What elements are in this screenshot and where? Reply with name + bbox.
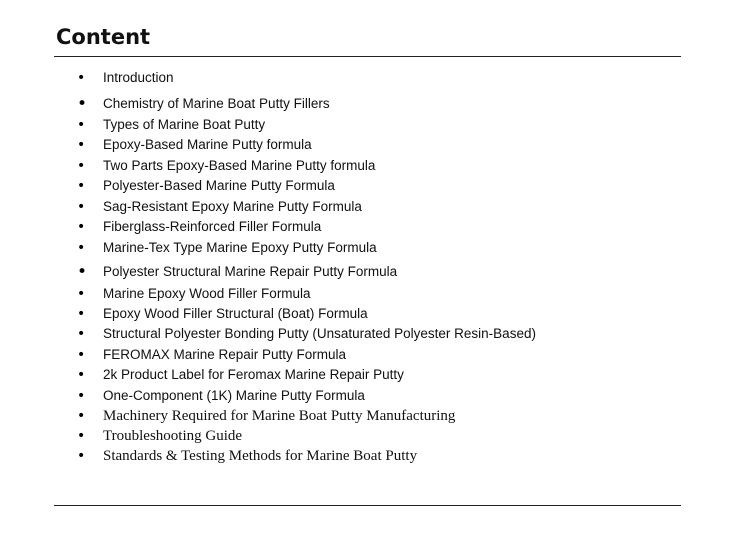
page-title: Content: [56, 25, 151, 49]
bullet-icon: •: [77, 367, 86, 383]
list-item: [77, 304, 368, 324]
list-item: [77, 345, 346, 365]
list-item: [77, 262, 397, 282]
list-item: [77, 68, 174, 88]
list-item-label: Machinery Required for Marine Boat Putty Manufacturing: [103, 408, 456, 424]
list-item: [77, 324, 536, 344]
list-item-label: Standards & Testing Methods for Marine Boat Putty: [103, 448, 418, 464]
list-item-label: Polyester-Based Marine Putty Formula: [103, 178, 335, 193]
list-item: [77, 115, 265, 135]
list-item-label: Sag-Resistant Epoxy Marine Putty Formula: [103, 199, 362, 214]
bullet-icon: •: [77, 178, 86, 194]
list-item-label: Introduction: [103, 70, 174, 85]
list-item: [77, 284, 311, 304]
list-item: [77, 386, 365, 406]
list-item: [77, 94, 330, 114]
list-item-label: Types of Marine Boat Putty: [103, 117, 266, 132]
bullet-icon: •: [77, 448, 86, 464]
list-item-label: Epoxy-Based Marine Putty formula: [103, 137, 312, 152]
list-item-label: Troubleshooting Guide: [103, 428, 243, 444]
list-item-label: Two Parts Epoxy-Based Marine Putty formula: [103, 158, 376, 173]
bullet-icon: •: [77, 388, 86, 404]
bullet-icon: •: [77, 70, 86, 86]
bullet-icon: •: [77, 219, 86, 235]
list-item: [77, 156, 375, 176]
bullet-icon: •: [77, 199, 86, 215]
bullet-icon: •: [77, 158, 86, 174]
bullet-icon: •: [77, 326, 86, 342]
list-item: [77, 406, 455, 426]
list-item-label: FEROMAX Marine Repair Putty Formula: [103, 347, 347, 362]
list-item-label: Chemistry of Marine Boat Putty Fillers: [103, 96, 330, 111]
bullet-icon: •: [77, 117, 86, 133]
bullet-icon: •: [77, 347, 86, 363]
list-item-label: Marine Epoxy Wood Filler Formula: [103, 286, 311, 301]
bullet-icon: •: [77, 240, 86, 256]
bullet-icon: •: [77, 262, 88, 282]
list-item-label: Structural Polyester Bonding Putty (Unsaturated Polyester Resin-Based): [103, 326, 536, 341]
list-item-label: Polyester Structural Marine Repair Putty Formula: [103, 264, 398, 279]
list-item-label: Marine-Tex Type Marine Epoxy Putty Formula: [103, 240, 377, 255]
bullet-icon: •: [77, 94, 88, 114]
list-item-label: 2k Product Label for Feromax Marine Repair Putty: [103, 367, 404, 382]
list-item-label: Epoxy Wood Filler Structural (Boat) Formula: [103, 306, 368, 321]
bullet-icon: •: [77, 137, 86, 153]
list-item: [77, 446, 417, 466]
list-item: [77, 217, 321, 237]
bullet-icon: •: [77, 408, 86, 424]
list-item-label: One-Component (1K) Marine Putty Formula: [103, 388, 365, 403]
list-item: [77, 135, 312, 155]
bullet-icon: •: [77, 306, 86, 322]
list-item: [77, 365, 404, 385]
list-item: [77, 426, 242, 446]
list-item: [77, 238, 377, 258]
list-item: [77, 197, 362, 217]
list-item: [77, 176, 335, 196]
top-divider: [54, 56, 681, 57]
list-item-label: Fiberglass-Reinforced Filler Formula: [103, 219, 322, 234]
bullet-icon: •: [77, 428, 86, 444]
bottom-divider: [54, 505, 681, 506]
bullet-icon: •: [77, 286, 86, 302]
